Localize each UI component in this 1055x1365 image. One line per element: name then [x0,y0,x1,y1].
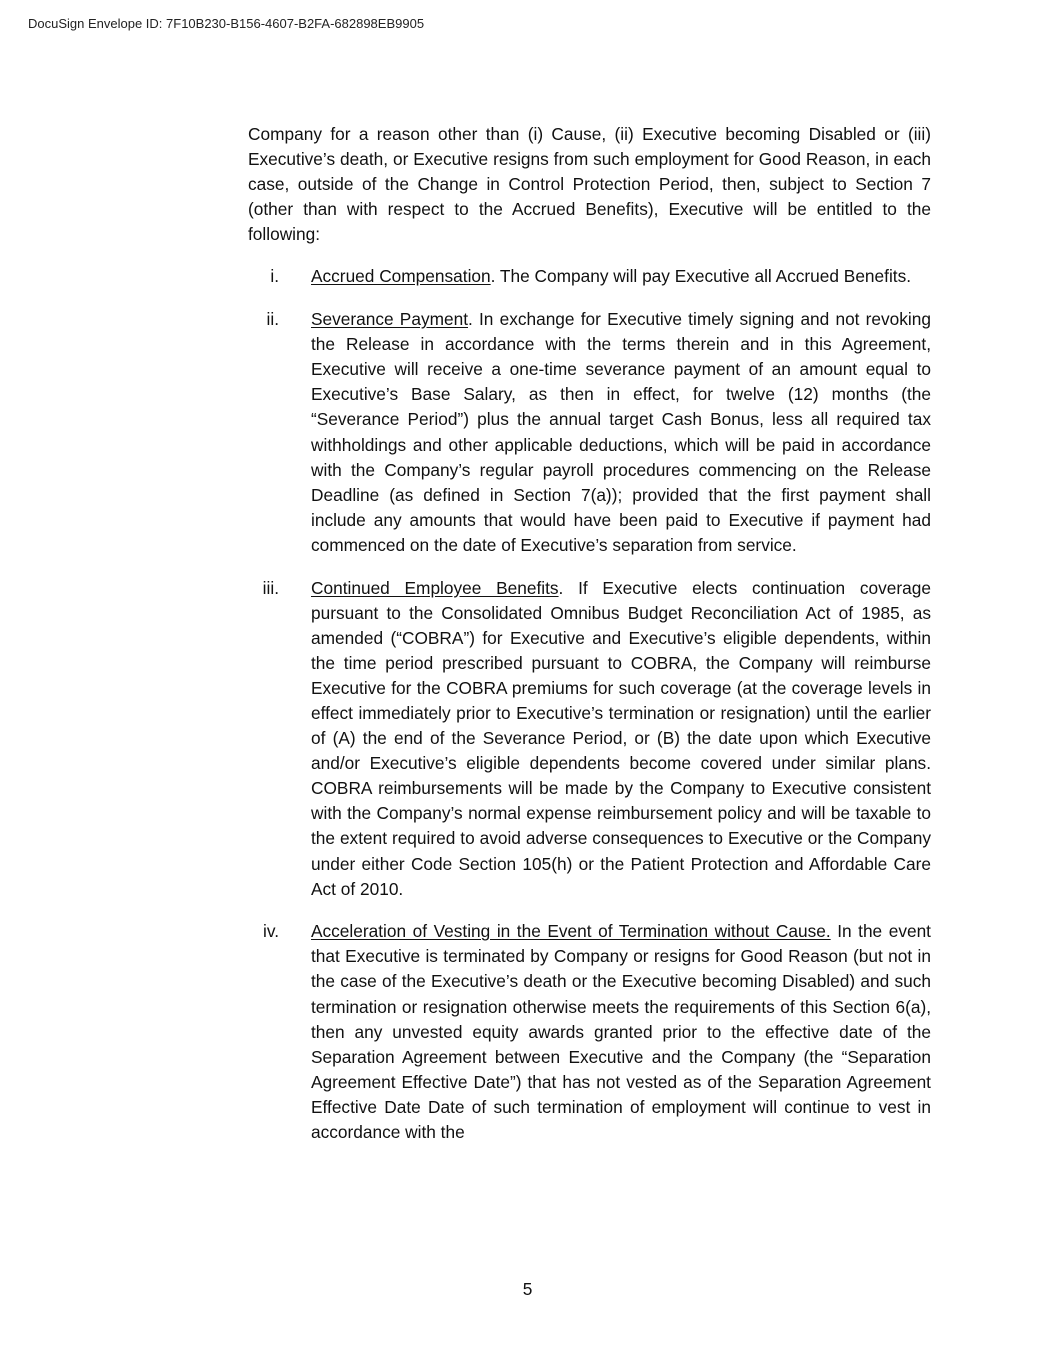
list-item-heading: Acceleration of Vesting in the Event of Termination without Cause. [311,921,831,942]
list-item-text: . In exchange for Executive timely signing and not revoking the Release in accordance with the terms therein and in this Agreement, Executive will receive a one-time severance payment of an amount equal to Executive’s Base Salary, as then in effect, for twelve (12) months (the “Severance Period”) plus the annual target Cash Bonus, less all required tax withholdings and other applicable deductions, which will be paid in accordance with the Company’s regular payroll procedures commencing on the Release Deadline (as defined in Section 7(a)); provided that the first payment shall include any amounts that would have been paid to Executive if payment had commenced on the date of Executive’s separation from service. [311,309,931,555]
list-item-body [311,264,931,289]
list-item-numeral: ii. [266,309,279,330]
list-item-numeral: iv. [263,921,279,942]
list-item-accrued-compensation [248,264,931,289]
document-body [248,122,931,1163]
list-item-continued-employee-benefits [248,576,931,902]
list-item-body [311,919,931,1145]
list-item-severance-payment [248,307,931,558]
list-item-acceleration-of-vesting [248,919,931,1145]
list-item-heading: Accrued Compensation [311,266,491,287]
list-item-heading: Continued Employee Benefits [311,577,559,598]
list-item-text: . If Executive elects continuation coverage pursuant to the Consolidated Omnibus Budget Reconciliation Act of 1985, as amended (“COBRA”) for Executive and Executive’s eligible dependents, within the time period prescribed pursuant to COBRA, the Company will reimburse Executive for the COBRA premiums for such coverage (at the coverage levels in effect immediately prior to Executive’s termination or resignation) until the earlier of (A) the end of the Severance Period, or (B) the date upon which Executive and/or Executive’s eligible dependents become covered under similar plans. COBRA reimbursements will be made by the Company to Executive consistent with the Company’s normal expense reimbursement policy and will be taxable to the extent required to avoid adverse consequences to Executive or the Company under either Code Section 105(h) or the Patient Protection and Affordable Care Act of 2010. [311,577,931,899]
page-number: 5 [522,1279,533,1299]
list-item-numeral: iii. [262,577,279,598]
intro-paragraph: Company for a reason other than (i) Cause, (ii) Executive becoming Disabled or (iii) Executive’s death, or Executive resigns from such employment for Good Reason, in each case, outside of the Change in Control Protection Period, then, subject to Section 7 (other than with respect to the Accrued Benefits), Executive will be entitled to the following: [248,124,931,245]
list-item-heading: Severance Payment [311,309,468,330]
docusign-envelope-id: DocuSign Envelope ID: 7F10B230-B156-4607-B2FA-682898EB9905 [28,16,425,31]
list-item-body [311,576,931,902]
list-item-text: . The Company will pay Executive all Accrued Benefits. [490,266,912,287]
list-item-text: In the event that Executive is terminated by Company or resigns for Good Reason (but not in the case of the Executive’s death or the Executive becoming Disabled) and such termination or resignation otherwise meets the requirements of this Section 6(a), then any unvested equity awards granted prior to the effective date of the Separation Agreement between Executive and the Company (the “Separation Agreement Effective Date”) that has not vested as of the Separation Agreement Effective Date Date of such termination of employment will continue to vest in accordance with the [311,921,931,1142]
list-item-body [311,307,931,558]
list-item-numeral: i. [270,266,279,287]
benefits-list [248,264,931,1145]
